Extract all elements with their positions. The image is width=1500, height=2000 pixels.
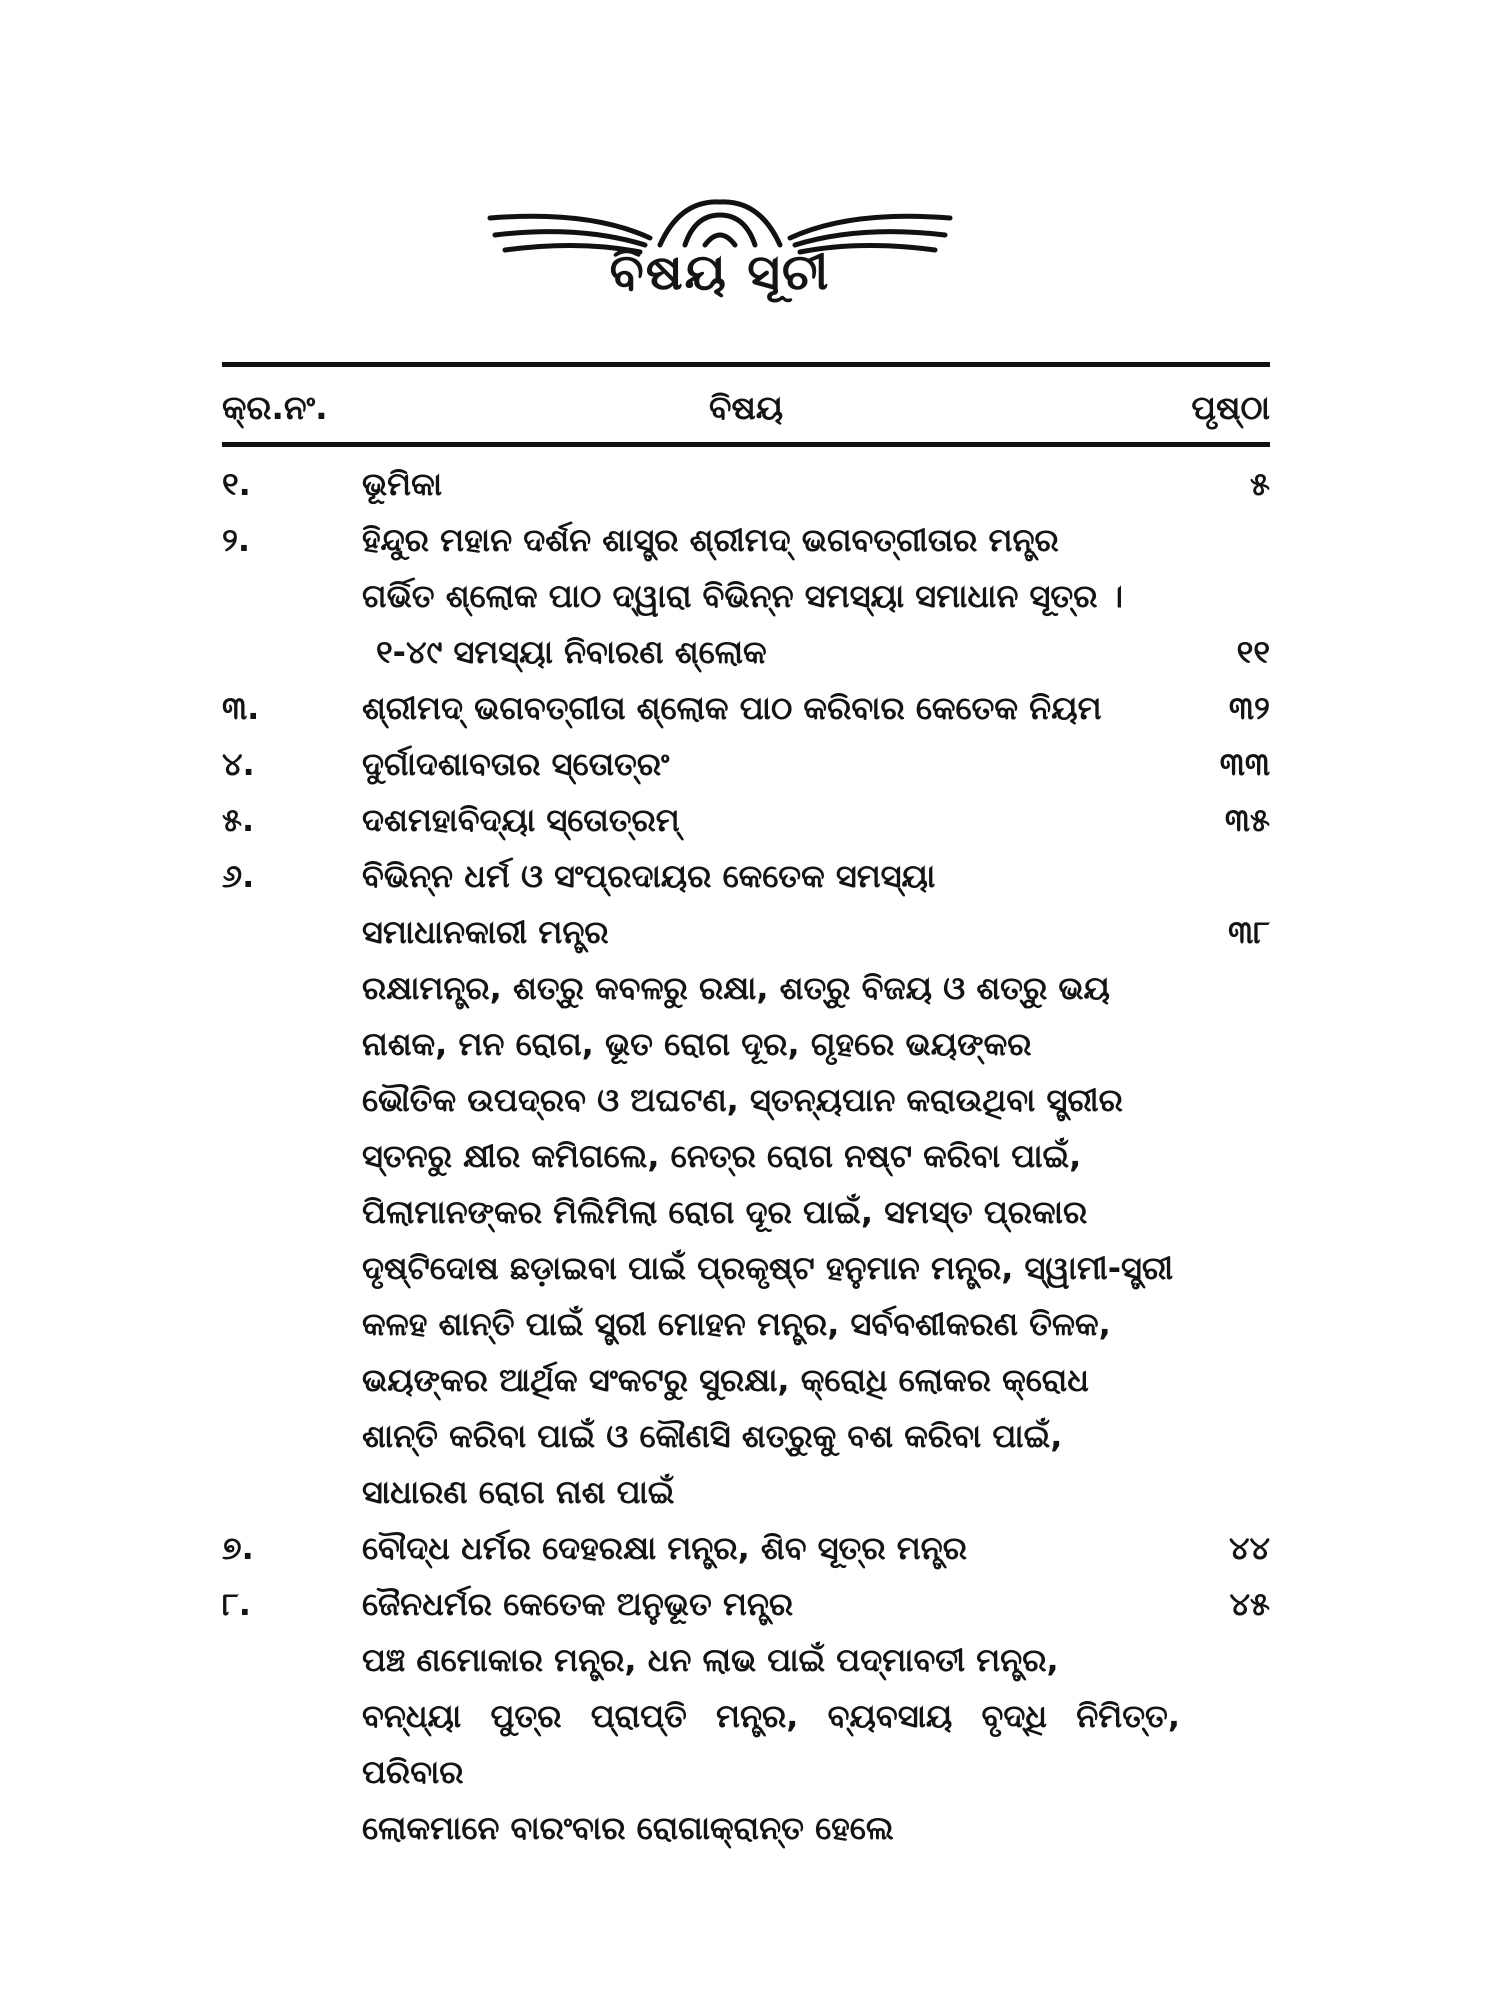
toc-row bbox=[222, 624, 1270, 680]
toc-row bbox=[222, 1576, 1270, 1632]
toc-page-number: ୩୨ bbox=[1228, 689, 1270, 727]
toc-serial: ୮. bbox=[222, 1585, 251, 1623]
toc-text: ଭୌତିକ ଉପଦ୍ରବ ଓ ଅଘଟଣ, ସ୍ତନ୍ୟପାନ କରାଉଥିବା ସ୍ତ୍ରୀର bbox=[362, 1081, 1123, 1119]
toc-serial: ୪. bbox=[222, 745, 255, 783]
toc-text: ରକ୍ଷାମନ୍ତ୍ର, ଶତ୍ରୁ କବଳରୁ ରକ୍ଷା, ଶତ୍ରୁ ବିଜୟ ଓ ଶତ୍ରୁ ଭୟ bbox=[362, 969, 1110, 1007]
toc-page-number: ୧୧ bbox=[1236, 633, 1270, 671]
toc-text: ପିଲାମାନଙ୍କର ମିଲିମିଲା ରୋଗ ଦୂର ପାଇଁ, ସମସ୍ତ ପ୍ରକାର bbox=[362, 1193, 1088, 1231]
toc-text: ପଞ୍ଚ ଣମୋକାର ମନ୍ତ୍ର, ଧନ ଲାଭ ପାଇଁ ପଦ୍ମାବତୀ ମନ୍ତ୍ର, bbox=[362, 1641, 1059, 1679]
toc-row bbox=[222, 1240, 1270, 1296]
toc-page-number: ୫ bbox=[1250, 465, 1270, 503]
toc-text: ବୌଦ୍ଧ ଧର୍ମର ଦେହରକ୍ଷା ମନ୍ତ୍ର, ଶିବ ସୂତ୍ର ମନ୍ତ୍ର bbox=[362, 1529, 967, 1567]
top-rule bbox=[222, 362, 1270, 367]
contents-list bbox=[222, 456, 1270, 1856]
toc-text: ହିନ୍ଦୁର ମହାନ ଦର୍ଶନ ଶାସ୍ତ୍ର ଶ୍ରୀମଦ୍ ଭଗବତ୍‌ଗୀତାର ମନ୍ତ୍ର bbox=[362, 521, 1059, 559]
table-header bbox=[222, 380, 1270, 436]
toc-row bbox=[222, 1800, 1270, 1856]
toc-row bbox=[222, 792, 1270, 848]
toc-row bbox=[222, 1184, 1270, 1240]
toc-text: ଭୟଙ୍କର ଆର୍ଥିକ ସଂକଟରୁ ସୁରକ୍ଷା, କ୍ରୋଧି ଲୋକର କ୍ରୋଧ bbox=[362, 1361, 1089, 1399]
header-page: ପୃଷ୍ଠା bbox=[1191, 388, 1270, 427]
toc-serial: ୩. bbox=[222, 689, 260, 727]
toc-page-number: ୩୮ bbox=[1228, 913, 1270, 951]
toc-serial: ୬. bbox=[222, 857, 255, 895]
toc-row bbox=[222, 1296, 1270, 1352]
toc-page-number: ୪୪ bbox=[1228, 1529, 1270, 1567]
toc-text: ବିଭିନ୍ନ ଧର୍ମ ଓ ସଂପ୍ରଦାୟର କେତେକ ସମସ୍ୟା bbox=[362, 857, 936, 895]
toc-row bbox=[222, 904, 1270, 960]
toc-text: ଶାନ୍ତି କରିବା ପାଇଁ ଓ କୌଣସି ଶତ୍ରୁକୁ ବଶ କରିବା ପାଇଁ, bbox=[362, 1417, 1063, 1455]
toc-text: କଳହ ଶାନ୍ତି ପାଇଁ ସ୍ତ୍ରୀ ମୋହନ ମନ୍ତ୍ର, ସର୍ବବଶୀକରଣ ତିଳକ, bbox=[362, 1305, 1111, 1343]
toc-text: ଜୈନଧର୍ମର କେତେକ ଅନୁଭୂତ ମନ୍ତ୍ର bbox=[362, 1585, 794, 1623]
title-ornament-block bbox=[480, 190, 960, 310]
toc-row bbox=[222, 1128, 1270, 1184]
toc-text: ସ୍ତନରୁ କ୍ଷୀର କମିଗଲେ, ନେତ୍ର ରୋଗ ନଷ୍ଟ କରିବା ପାଇଁ, bbox=[362, 1137, 1082, 1175]
toc-row bbox=[222, 680, 1270, 736]
toc-text: ଦୁର୍ଗାଦଶାବତାର ସ୍ତୋତ୍ରଂ bbox=[362, 745, 670, 783]
toc-page-number: ୩୩ bbox=[1219, 745, 1270, 783]
toc-row bbox=[222, 1408, 1270, 1464]
toc-row bbox=[222, 1688, 1270, 1800]
page-title: ବିଷୟ ସୂଚୀ bbox=[609, 243, 831, 301]
toc-row bbox=[222, 456, 1270, 512]
toc-row bbox=[222, 1072, 1270, 1128]
toc-serial: ୫. bbox=[222, 801, 255, 839]
toc-row bbox=[222, 1464, 1270, 1520]
toc-text: ସମାଧାନକାରୀ ମନ୍ତ୍ର bbox=[362, 913, 609, 951]
toc-text: ବନ୍ଧ୍ୟା ପୁତ୍ର ପ୍ରାପ୍ତି ମନ୍ତ୍ର, ବ୍ୟବସାୟ ବୃଦ୍ଧି ନିମିତ୍ତ, ପରିବାର bbox=[362, 1697, 1180, 1791]
toc-row bbox=[222, 1520, 1270, 1576]
toc-row bbox=[222, 960, 1270, 1016]
toc-row bbox=[222, 1632, 1270, 1688]
toc-row bbox=[222, 848, 1270, 904]
toc-serial: ୭. bbox=[222, 1529, 254, 1567]
toc-row bbox=[222, 568, 1270, 624]
header-serial: କ୍ର.ନଂ. bbox=[222, 388, 328, 427]
toc-text: ୧-୪୯ ସମସ୍ୟା ନିବାରଣ ଶ୍ଲୋକ bbox=[376, 633, 767, 671]
toc-text: ସାଧାରଣ ରୋଗ ନାଶ ପାଇଁ bbox=[362, 1473, 675, 1511]
toc-text: ଗର୍ଭିତ ଶ୍ଲୋକ ପାଠ ଦ୍ୱାରା ବିଭିନ୍ନ ସମସ୍ୟା ସମାଧାନ ସୂତ୍ର । bbox=[362, 577, 1123, 615]
toc-row bbox=[222, 736, 1270, 792]
toc-row bbox=[222, 1352, 1270, 1408]
toc-serial: ୧. bbox=[222, 465, 251, 503]
toc-text: ଲୋକମାନେ ବାରଂବାର ରୋଗାକ୍ରାନ୍ତ ହେଲେ bbox=[362, 1809, 894, 1847]
toc-text: ଶ୍ରୀମଦ୍ ଭଗବତ୍‌ଗୀତା ଶ୍ଲୋକ ପାଠ କରିବାର କେତେକ ନିୟମ bbox=[362, 689, 1102, 727]
header-rule bbox=[222, 442, 1270, 447]
toc-serial: ୨. bbox=[222, 521, 251, 559]
toc-row bbox=[222, 512, 1270, 568]
toc-text: ଦଶମହାବିଦ୍ୟା ସ୍ତୋତ୍ରମ୍ bbox=[362, 801, 680, 839]
toc-text: ଭୂମିକା bbox=[362, 465, 443, 503]
toc-page-number: ୪୫ bbox=[1229, 1585, 1270, 1623]
toc-text: ନାଶକ, ମନ ରୋଗ, ଭୂତ ରୋଗ ଦୂର, ଗୃହରେ ଭୟଙ୍କର bbox=[362, 1025, 1032, 1063]
toc-text: ଦୃଷ୍ଟିଦୋଷ ଛଡ଼ାଇବା ପାଇଁ ପ୍ରକୃଷ୍ଟ ହନୁମାନ ମନ୍ତ୍ର, ସ୍ୱାମୀ-ସ୍ତ୍ରୀ bbox=[362, 1249, 1174, 1287]
toc-row bbox=[222, 1016, 1270, 1072]
header-subject: ବିଷୟ bbox=[708, 388, 784, 427]
toc-page-number: ୩୫ bbox=[1224, 801, 1270, 839]
